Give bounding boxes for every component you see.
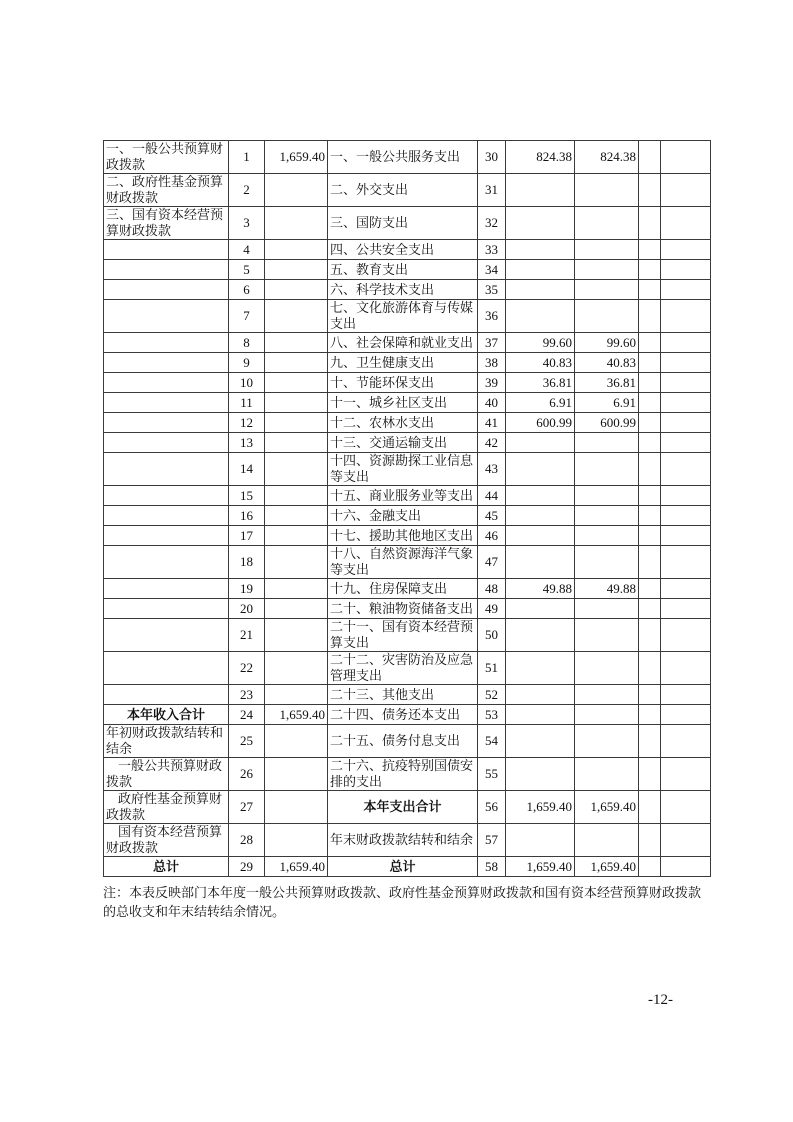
expense-line-no-cell: 53 bbox=[478, 705, 506, 725]
expense-amount-col3-cell bbox=[639, 413, 661, 433]
expense-label-cell: 十四、资源勘探工业信息等支出 bbox=[328, 453, 478, 486]
expense-line-no-cell: 42 bbox=[478, 433, 506, 453]
income-label-cell bbox=[104, 619, 229, 652]
table-row bbox=[104, 652, 711, 685]
expense-line-no-cell: 44 bbox=[478, 486, 506, 506]
income-amount-cell bbox=[265, 526, 328, 546]
expense-amount-col1-cell bbox=[506, 619, 575, 652]
expense-amount-col2-cell: 36.81 bbox=[575, 373, 639, 393]
income-amount-cell bbox=[265, 486, 328, 506]
expense-label-cell: 二十六、抗疫特别国债安排的支出 bbox=[328, 758, 478, 791]
expense-amount-col1-cell: 824.38 bbox=[506, 141, 575, 174]
expense-amount-col1-cell bbox=[506, 824, 575, 857]
table-row bbox=[104, 280, 711, 300]
expense-amount-col4-cell bbox=[661, 207, 711, 240]
income-label-cell bbox=[104, 280, 229, 300]
expense-label-cell: 九、卫生健康支出 bbox=[328, 353, 478, 373]
expense-amount-col2-cell bbox=[575, 300, 639, 333]
expense-line-no-cell: 56 bbox=[478, 791, 506, 824]
expense-amount-col3-cell bbox=[639, 333, 661, 353]
expense-label-cell: 十、节能环保支出 bbox=[328, 373, 478, 393]
table-row bbox=[104, 579, 711, 599]
income-label-cell bbox=[104, 413, 229, 433]
expense-amount-col2-cell bbox=[575, 453, 639, 486]
expense-label-cell: 二十二、灾害防治及应急管理支出 bbox=[328, 652, 478, 685]
expense-amount-col1-cell bbox=[506, 486, 575, 506]
income-label-cell: 本年收入合计 bbox=[104, 705, 229, 725]
income-label-cell bbox=[104, 353, 229, 373]
expense-amount-col3-cell bbox=[639, 300, 661, 333]
table-row bbox=[104, 599, 711, 619]
expense-amount-col1-cell bbox=[506, 207, 575, 240]
income-line-no-cell: 5 bbox=[229, 260, 265, 280]
table-row bbox=[104, 433, 711, 453]
expense-amount-col4-cell bbox=[661, 526, 711, 546]
table-row bbox=[104, 141, 711, 174]
expense-label-cell: 二、外交支出 bbox=[328, 174, 478, 207]
income-line-no-cell: 24 bbox=[229, 705, 265, 725]
expense-amount-col1-cell bbox=[506, 174, 575, 207]
income-line-no-cell: 15 bbox=[229, 486, 265, 506]
table-row bbox=[104, 526, 711, 546]
expense-amount-col3-cell bbox=[639, 240, 661, 260]
expense-label-cell: 二十三、其他支出 bbox=[328, 685, 478, 705]
expense-amount-col4-cell bbox=[661, 453, 711, 486]
expense-amount-col3-cell bbox=[639, 857, 661, 877]
expense-amount-col2-cell bbox=[575, 506, 639, 526]
expense-label-cell: 三、国防支出 bbox=[328, 207, 478, 240]
table-note: 注：本表反映部门本年度一般公共预算财政拨款、政府性基金预算财政拨款和国有资本经营预算财政拨款的总收支和年末结转结余情况。 bbox=[103, 885, 702, 919]
income-label-cell bbox=[104, 526, 229, 546]
income-line-no-cell: 19 bbox=[229, 579, 265, 599]
income-amount-cell bbox=[265, 174, 328, 207]
table-row bbox=[104, 725, 711, 758]
income-amount-cell bbox=[265, 791, 328, 824]
expense-amount-col2-cell bbox=[575, 824, 639, 857]
income-line-no-cell: 2 bbox=[229, 174, 265, 207]
expense-amount-col1-cell: 1,659.40 bbox=[506, 791, 575, 824]
income-amount-cell bbox=[265, 579, 328, 599]
expense-amount-col3-cell bbox=[639, 280, 661, 300]
expense-amount-col1-cell bbox=[506, 758, 575, 791]
income-line-no-cell: 25 bbox=[229, 725, 265, 758]
expense-amount-col2-cell bbox=[575, 526, 639, 546]
expense-amount-col2-cell bbox=[575, 207, 639, 240]
expense-line-no-cell: 37 bbox=[478, 333, 506, 353]
expense-label-cell: 二十五、债务付息支出 bbox=[328, 725, 478, 758]
income-amount-cell: 1,659.40 bbox=[265, 705, 328, 725]
expense-line-no-cell: 46 bbox=[478, 526, 506, 546]
expense-amount-col4-cell bbox=[661, 579, 711, 599]
expense-amount-col4-cell bbox=[661, 824, 711, 857]
table-row bbox=[104, 705, 711, 725]
expense-amount-col3-cell bbox=[639, 433, 661, 453]
expense-amount-col1-cell: 600.99 bbox=[506, 413, 575, 433]
income-line-no-cell: 10 bbox=[229, 373, 265, 393]
expense-amount-col2-cell bbox=[575, 599, 639, 619]
income-label-cell bbox=[104, 240, 229, 260]
expense-amount-col3-cell bbox=[639, 579, 661, 599]
income-amount-cell bbox=[265, 599, 328, 619]
income-amount-cell bbox=[265, 260, 328, 280]
table-row bbox=[104, 791, 711, 824]
expense-line-no-cell: 49 bbox=[478, 599, 506, 619]
table-row bbox=[104, 619, 711, 652]
income-amount-cell bbox=[265, 240, 328, 260]
expense-amount-col4-cell bbox=[661, 758, 711, 791]
expense-amount-col4-cell bbox=[661, 599, 711, 619]
expense-line-no-cell: 31 bbox=[478, 174, 506, 207]
expense-amount-col2-cell bbox=[575, 433, 639, 453]
expense-line-no-cell: 51 bbox=[478, 652, 506, 685]
income-amount-cell bbox=[265, 353, 328, 373]
expense-amount-col2-cell bbox=[575, 240, 639, 260]
expense-amount-col1-cell bbox=[506, 685, 575, 705]
expense-label-cell: 年末财政拨款结转和结余 bbox=[328, 824, 478, 857]
expense-amount-col3-cell bbox=[639, 725, 661, 758]
table-row bbox=[104, 685, 711, 705]
income-amount-cell bbox=[265, 393, 328, 413]
expense-line-no-cell: 38 bbox=[478, 353, 506, 373]
expense-amount-col1-cell bbox=[506, 506, 575, 526]
expense-label-cell: 一、一般公共服务支出 bbox=[328, 141, 478, 174]
expense-amount-col3-cell bbox=[639, 260, 661, 280]
expense-amount-col1-cell bbox=[506, 652, 575, 685]
income-label-cell bbox=[104, 393, 229, 413]
income-line-no-cell: 9 bbox=[229, 353, 265, 373]
expense-line-no-cell: 47 bbox=[478, 546, 506, 579]
income-label-cell bbox=[104, 685, 229, 705]
income-line-no-cell: 26 bbox=[229, 758, 265, 791]
expense-amount-col1-cell bbox=[506, 546, 575, 579]
income-line-no-cell: 14 bbox=[229, 453, 265, 486]
table-row bbox=[104, 373, 711, 393]
expense-line-no-cell: 36 bbox=[478, 300, 506, 333]
income-amount-cell bbox=[265, 758, 328, 791]
expense-label-cell: 四、公共安全支出 bbox=[328, 240, 478, 260]
income-line-no-cell: 8 bbox=[229, 333, 265, 353]
expense-amount-col2-cell bbox=[575, 705, 639, 725]
page-number: -12- bbox=[648, 992, 673, 1008]
income-line-no-cell: 16 bbox=[229, 506, 265, 526]
income-amount-cell bbox=[265, 725, 328, 758]
expense-amount-col1-cell bbox=[506, 725, 575, 758]
expense-label-cell: 二十四、债务还本支出 bbox=[328, 705, 478, 725]
income-amount-cell bbox=[265, 413, 328, 433]
table-row bbox=[104, 546, 711, 579]
expense-line-no-cell: 48 bbox=[478, 579, 506, 599]
income-line-no-cell: 22 bbox=[229, 652, 265, 685]
expense-line-no-cell: 52 bbox=[478, 685, 506, 705]
expense-amount-col4-cell bbox=[661, 260, 711, 280]
expense-amount-col1-cell: 6.91 bbox=[506, 393, 575, 413]
income-label-cell: 二、政府性基金预算财政拨款 bbox=[104, 174, 229, 207]
expense-amount-col1-cell bbox=[506, 433, 575, 453]
expense-amount-col3-cell bbox=[639, 453, 661, 486]
income-line-no-cell: 3 bbox=[229, 207, 265, 240]
income-line-no-cell: 4 bbox=[229, 240, 265, 260]
expense-amount-col2-cell: 99.60 bbox=[575, 333, 639, 353]
table-row bbox=[104, 758, 711, 791]
expense-amount-col3-cell bbox=[639, 705, 661, 725]
income-label-cell: 政府性基金预算财政拨款 bbox=[104, 791, 229, 824]
expense-amount-col4-cell bbox=[661, 486, 711, 506]
expense-line-no-cell: 45 bbox=[478, 506, 506, 526]
expense-line-no-cell: 41 bbox=[478, 413, 506, 433]
income-line-no-cell: 28 bbox=[229, 824, 265, 857]
expense-amount-col3-cell bbox=[639, 373, 661, 393]
table-row bbox=[104, 353, 711, 373]
fiscal-appropriation-table bbox=[103, 140, 711, 877]
table-body bbox=[104, 141, 711, 877]
income-amount-cell bbox=[265, 433, 328, 453]
table-row bbox=[104, 300, 711, 333]
expense-line-no-cell: 40 bbox=[478, 393, 506, 413]
income-amount-cell bbox=[265, 824, 328, 857]
income-label-cell: 一、一般公共预算财政拨款 bbox=[104, 141, 229, 174]
income-amount-cell: 1,659.40 bbox=[265, 141, 328, 174]
expense-amount-col1-cell: 49.88 bbox=[506, 579, 575, 599]
expense-label-cell: 七、文化旅游体育与传媒支出 bbox=[328, 300, 478, 333]
income-label-cell bbox=[104, 300, 229, 333]
income-line-no-cell: 20 bbox=[229, 599, 265, 619]
expense-amount-col4-cell bbox=[661, 393, 711, 413]
expense-line-no-cell: 57 bbox=[478, 824, 506, 857]
expense-amount-col2-cell: 1,659.40 bbox=[575, 791, 639, 824]
expense-amount-col3-cell bbox=[639, 141, 661, 174]
expense-amount-col4-cell bbox=[661, 174, 711, 207]
income-line-no-cell: 23 bbox=[229, 685, 265, 705]
income-amount-cell bbox=[265, 207, 328, 240]
income-amount-cell bbox=[265, 453, 328, 486]
income-label-cell bbox=[104, 433, 229, 453]
expense-line-no-cell: 50 bbox=[478, 619, 506, 652]
expense-line-no-cell: 30 bbox=[478, 141, 506, 174]
fiscal-table-section bbox=[103, 140, 710, 921]
expense-amount-col3-cell bbox=[639, 685, 661, 705]
expense-amount-col3-cell bbox=[639, 791, 661, 824]
expense-line-no-cell: 54 bbox=[478, 725, 506, 758]
table-row bbox=[104, 393, 711, 413]
income-line-no-cell: 29 bbox=[229, 857, 265, 877]
table-row bbox=[104, 413, 711, 433]
income-label-cell bbox=[104, 506, 229, 526]
expense-amount-col1-cell: 1,659.40 bbox=[506, 857, 575, 877]
expense-amount-col3-cell bbox=[639, 619, 661, 652]
expense-amount-col2-cell bbox=[575, 546, 639, 579]
expense-amount-col2-cell bbox=[575, 652, 639, 685]
expense-amount-col2-cell bbox=[575, 174, 639, 207]
income-line-no-cell: 6 bbox=[229, 280, 265, 300]
income-label-cell: 总计 bbox=[104, 857, 229, 877]
expense-amount-col4-cell bbox=[661, 506, 711, 526]
expense-amount-col1-cell bbox=[506, 300, 575, 333]
income-line-no-cell: 7 bbox=[229, 300, 265, 333]
expense-label-cell: 八、社会保障和就业支出 bbox=[328, 333, 478, 353]
expense-amount-col2-cell bbox=[575, 280, 639, 300]
expense-amount-col2-cell: 40.83 bbox=[575, 353, 639, 373]
expense-line-no-cell: 55 bbox=[478, 758, 506, 791]
income-amount-cell bbox=[265, 619, 328, 652]
expense-line-no-cell: 34 bbox=[478, 260, 506, 280]
income-amount-cell bbox=[265, 280, 328, 300]
income-line-no-cell: 13 bbox=[229, 433, 265, 453]
expense-amount-col1-cell bbox=[506, 599, 575, 619]
income-amount-cell bbox=[265, 685, 328, 705]
expense-amount-col2-cell: 6.91 bbox=[575, 393, 639, 413]
expense-label-cell: 二十一、国有资本经营预算支出 bbox=[328, 619, 478, 652]
income-amount-cell bbox=[265, 546, 328, 579]
income-label-cell bbox=[104, 486, 229, 506]
income-line-no-cell: 21 bbox=[229, 619, 265, 652]
income-label-cell bbox=[104, 373, 229, 393]
expense-line-no-cell: 39 bbox=[478, 373, 506, 393]
table-row bbox=[104, 207, 711, 240]
expense-amount-col4-cell bbox=[661, 413, 711, 433]
expense-amount-col4-cell bbox=[661, 546, 711, 579]
expense-amount-col1-cell: 36.81 bbox=[506, 373, 575, 393]
income-amount-cell bbox=[265, 506, 328, 526]
income-amount-cell bbox=[265, 652, 328, 685]
expense-line-no-cell: 35 bbox=[478, 280, 506, 300]
expense-amount-col2-cell: 49.88 bbox=[575, 579, 639, 599]
expense-amount-col4-cell bbox=[661, 725, 711, 758]
expense-amount-col2-cell bbox=[575, 619, 639, 652]
table-row bbox=[104, 333, 711, 353]
expense-label-cell: 五、教育支出 bbox=[328, 260, 478, 280]
table-row bbox=[104, 260, 711, 280]
expense-label-cell: 总计 bbox=[328, 857, 478, 877]
income-line-no-cell: 18 bbox=[229, 546, 265, 579]
expense-amount-col4-cell bbox=[661, 373, 711, 393]
expense-label-cell: 十一、城乡社区支出 bbox=[328, 393, 478, 413]
table-row bbox=[104, 824, 711, 857]
expense-amount-col3-cell bbox=[639, 486, 661, 506]
expense-amount-col4-cell bbox=[661, 300, 711, 333]
expense-amount-col4-cell bbox=[661, 705, 711, 725]
income-label-cell: 三、国有资本经营预算财政拨款 bbox=[104, 207, 229, 240]
table-row bbox=[104, 486, 711, 506]
expense-amount-col2-cell: 1,659.40 bbox=[575, 857, 639, 877]
expense-amount-col1-cell bbox=[506, 526, 575, 546]
expense-amount-col3-cell bbox=[639, 824, 661, 857]
expense-amount-col3-cell bbox=[639, 393, 661, 413]
expense-amount-col3-cell bbox=[639, 599, 661, 619]
income-label-cell bbox=[104, 546, 229, 579]
expense-amount-col4-cell bbox=[661, 333, 711, 353]
table-row bbox=[104, 453, 711, 486]
expense-amount-col1-cell bbox=[506, 705, 575, 725]
table-row bbox=[104, 240, 711, 260]
income-line-no-cell: 27 bbox=[229, 791, 265, 824]
expense-amount-col1-cell: 99.60 bbox=[506, 333, 575, 353]
expense-amount-col1-cell: 40.83 bbox=[506, 353, 575, 373]
income-label-cell bbox=[104, 260, 229, 280]
income-line-no-cell: 1 bbox=[229, 141, 265, 174]
expense-amount-col3-cell bbox=[639, 207, 661, 240]
income-label-cell bbox=[104, 453, 229, 486]
expense-line-no-cell: 32 bbox=[478, 207, 506, 240]
table-row bbox=[104, 857, 711, 877]
expense-amount-col4-cell bbox=[661, 433, 711, 453]
income-label-cell bbox=[104, 599, 229, 619]
expense-label-cell: 十七、援助其他地区支出 bbox=[328, 526, 478, 546]
expense-amount-col1-cell bbox=[506, 453, 575, 486]
income-label-cell: 一般公共预算财政拨款 bbox=[104, 758, 229, 791]
expense-amount-col3-cell bbox=[639, 506, 661, 526]
table-row bbox=[104, 506, 711, 526]
expense-amount-col3-cell bbox=[639, 174, 661, 207]
expense-line-no-cell: 33 bbox=[478, 240, 506, 260]
income-label-cell bbox=[104, 333, 229, 353]
income-label-cell: 年初财政拨款结转和结余 bbox=[104, 725, 229, 758]
income-line-no-cell: 12 bbox=[229, 413, 265, 433]
expense-amount-col4-cell bbox=[661, 240, 711, 260]
expense-label-cell: 六、科学技术支出 bbox=[328, 280, 478, 300]
expense-label-cell: 十二、农林水支出 bbox=[328, 413, 478, 433]
expense-amount-col1-cell bbox=[506, 260, 575, 280]
expense-amount-col4-cell bbox=[661, 685, 711, 705]
income-amount-cell bbox=[265, 373, 328, 393]
expense-amount-col3-cell bbox=[639, 758, 661, 791]
expense-amount-col3-cell bbox=[639, 546, 661, 579]
expense-line-no-cell: 43 bbox=[478, 453, 506, 486]
expense-amount-col4-cell bbox=[661, 280, 711, 300]
expense-amount-col2-cell bbox=[575, 486, 639, 506]
income-line-no-cell: 17 bbox=[229, 526, 265, 546]
income-amount-cell: 1,659.40 bbox=[265, 857, 328, 877]
expense-amount-col1-cell bbox=[506, 240, 575, 260]
income-label-cell bbox=[104, 579, 229, 599]
income-line-no-cell: 11 bbox=[229, 393, 265, 413]
income-label-cell: 国有资本经营预算财政拨款 bbox=[104, 824, 229, 857]
expense-label-cell: 本年支出合计 bbox=[328, 791, 478, 824]
expense-amount-col2-cell bbox=[575, 758, 639, 791]
expense-amount-col3-cell bbox=[639, 526, 661, 546]
expense-amount-col4-cell bbox=[661, 141, 711, 174]
expense-amount-col4-cell bbox=[661, 791, 711, 824]
expense-label-cell: 十五、商业服务业等支出 bbox=[328, 486, 478, 506]
expense-amount-col4-cell bbox=[661, 652, 711, 685]
expense-label-cell: 十八、自然资源海洋气象等支出 bbox=[328, 546, 478, 579]
expense-amount-col2-cell bbox=[575, 725, 639, 758]
expense-amount-col4-cell bbox=[661, 619, 711, 652]
expense-amount-col3-cell bbox=[639, 353, 661, 373]
expense-amount-col2-cell bbox=[575, 685, 639, 705]
table-row bbox=[104, 174, 711, 207]
expense-amount-col4-cell bbox=[661, 857, 711, 877]
income-label-cell bbox=[104, 652, 229, 685]
expense-amount-col1-cell bbox=[506, 280, 575, 300]
expense-amount-col2-cell: 824.38 bbox=[575, 141, 639, 174]
expense-label-cell: 二十、粮油物资储备支出 bbox=[328, 599, 478, 619]
expense-amount-col4-cell bbox=[661, 353, 711, 373]
expense-amount-col2-cell: 600.99 bbox=[575, 413, 639, 433]
expense-label-cell: 十三、交通运输支出 bbox=[328, 433, 478, 453]
expense-line-no-cell: 58 bbox=[478, 857, 506, 877]
expense-amount-col3-cell bbox=[639, 652, 661, 685]
expense-label-cell: 十六、金融支出 bbox=[328, 506, 478, 526]
expense-amount-col2-cell bbox=[575, 260, 639, 280]
income-amount-cell bbox=[265, 333, 328, 353]
expense-label-cell: 十九、住房保障支出 bbox=[328, 579, 478, 599]
income-amount-cell bbox=[265, 300, 328, 333]
